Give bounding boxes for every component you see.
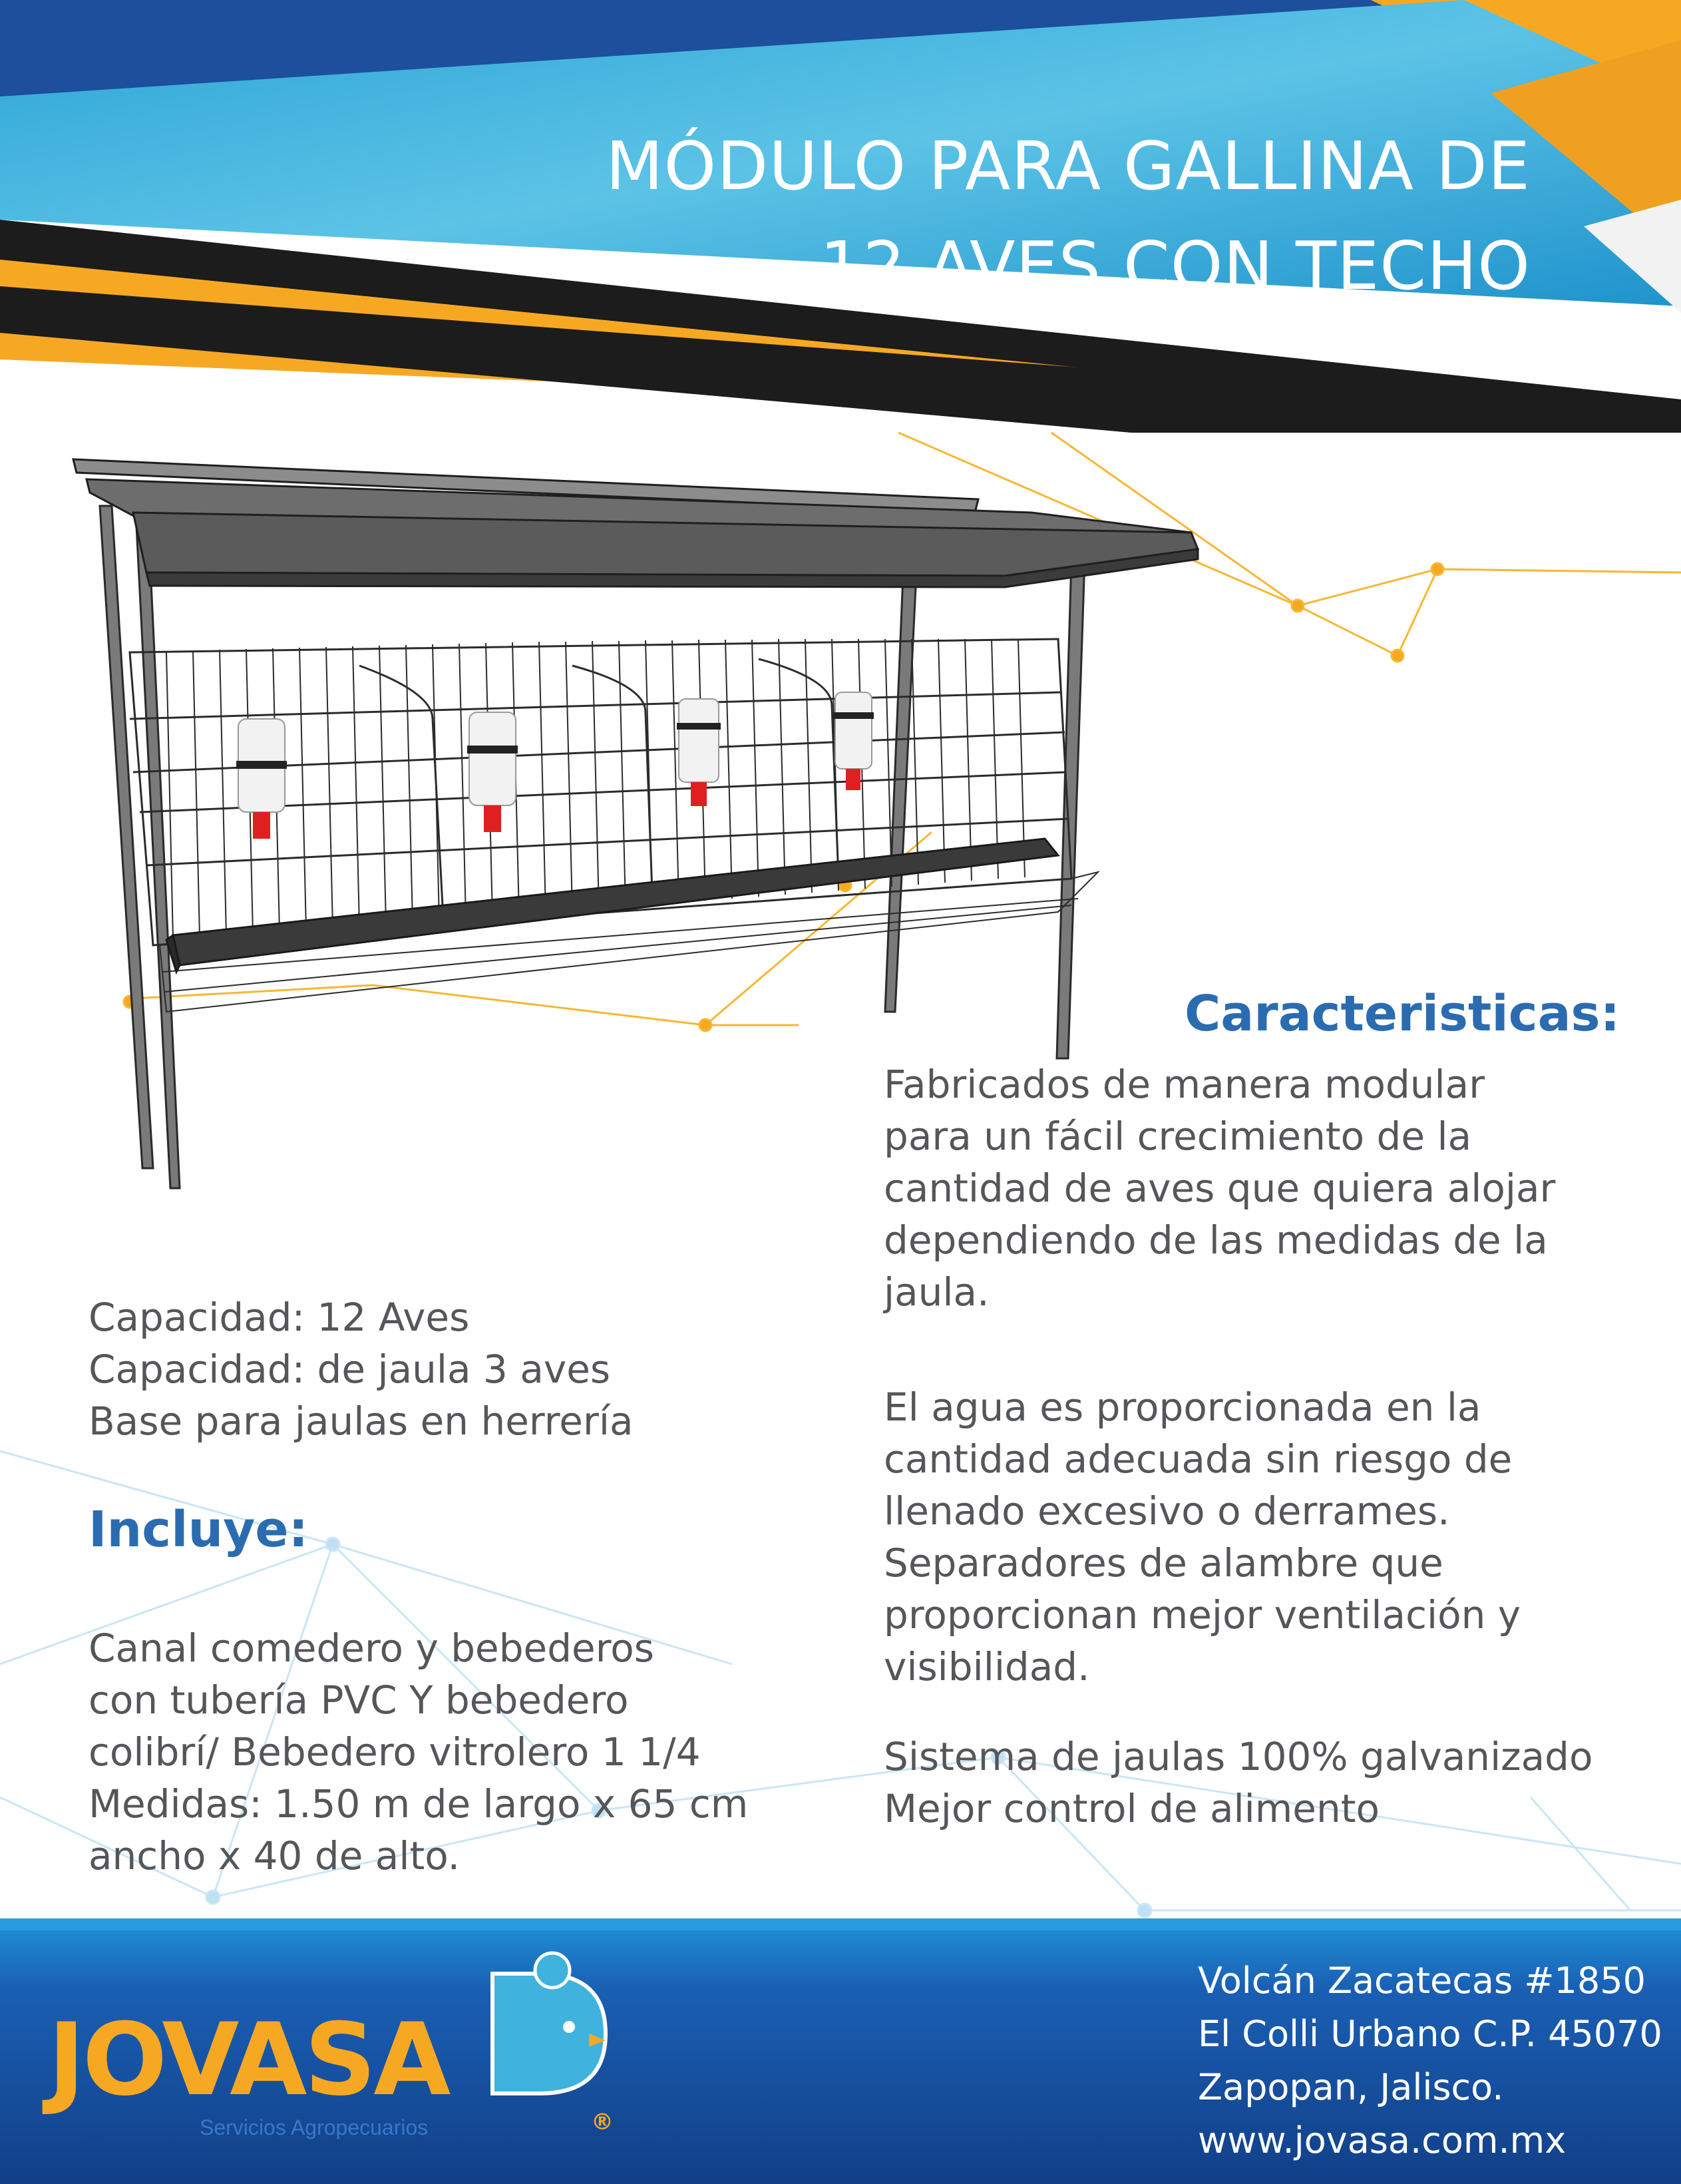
address-line: El Colli Urbano C.P. 45070: [1198, 2013, 1662, 2055]
caracteristicas-paragraph-3: [884, 1731, 1649, 1835]
caracteristicas-heading: Caracteristicas:: [1185, 985, 1620, 1042]
text-line: jaula.: [884, 1269, 990, 1315]
cage-separators: [359, 659, 839, 905]
text-line: Canal comedero y bebederos: [89, 1626, 654, 1671]
caracteristicas-paragraph-1: [884, 1058, 1619, 1318]
address-line: Volcán Zacatecas #1850: [1198, 1960, 1646, 2002]
text-line: Sistema de jaulas 100% galvanizado: [884, 1734, 1593, 1779]
brand-logo-wordmark: JOVASA: [48, 2002, 449, 2118]
page-title-line2: 12 AVES CON TECHO: [819, 227, 1531, 305]
text-line: dependiendo de las medidas de la: [884, 1217, 1548, 1263]
text-line: llenado excesivo o derrames.: [884, 1488, 1450, 1534]
cage-roof: [73, 459, 1198, 587]
registered-mark: ®: [591, 2109, 614, 2135]
spec-item: Base para jaulas en herrería: [89, 1399, 634, 1444]
text-line: con tubería PVC Y bebedero: [89, 1677, 629, 1723]
website-link[interactable]: www.jovasa.com.mx: [1198, 2119, 1567, 2161]
text-line: Medidas: 1.50 m de largo x 65 cm: [89, 1781, 749, 1827]
address-line: Zapopan, Jalisco.: [1198, 2066, 1504, 2108]
specs-list: [89, 1291, 821, 1447]
footer-top-stripe: [0, 1918, 1681, 1930]
text-line: ancho x 40 de alto.: [89, 1833, 461, 1878]
incluye-heading: Incluye:: [89, 1501, 309, 1558]
incluye-text: [89, 1622, 767, 1882]
brand-subtitle: Servicios Agropecuarios: [200, 2115, 429, 2139]
page-title-line1: MÓDULO PARA GALLINA DE: [606, 127, 1531, 205]
text-line: Separadores de alambre que: [884, 1540, 1443, 1586]
chicken-logo-icon: [466, 1934, 619, 2107]
text-line: cantidad de aves que quiera alojar: [884, 1166, 1556, 1211]
text-line: colibrí/ Bebedero vitrolero 1 1/4: [89, 1729, 701, 1775]
feeder-trough: [166, 839, 1058, 972]
footer-address: [1198, 1954, 1662, 2167]
caracteristicas-paragraph-2: [884, 1381, 1619, 1693]
text-line: Mejor control de alimento: [884, 1786, 1380, 1831]
spec-item: Capacidad: de jaula 3 aves: [89, 1347, 611, 1392]
text-line: visibilidad.: [884, 1644, 1090, 1689]
text-line: cantidad adecuada sin riesgo de: [884, 1436, 1513, 1482]
text-line: Fabricados de manera modular: [884, 1062, 1485, 1107]
spec-item: Capacidad: 12 Aves: [89, 1295, 470, 1340]
water-bottles: [236, 692, 874, 839]
text-line: para un fácil crecimiento de la: [884, 1114, 1472, 1159]
text-line: proporcionan mejor ventilación y: [884, 1592, 1521, 1638]
text-line: El agua es proporcionada en la: [884, 1385, 1481, 1430]
